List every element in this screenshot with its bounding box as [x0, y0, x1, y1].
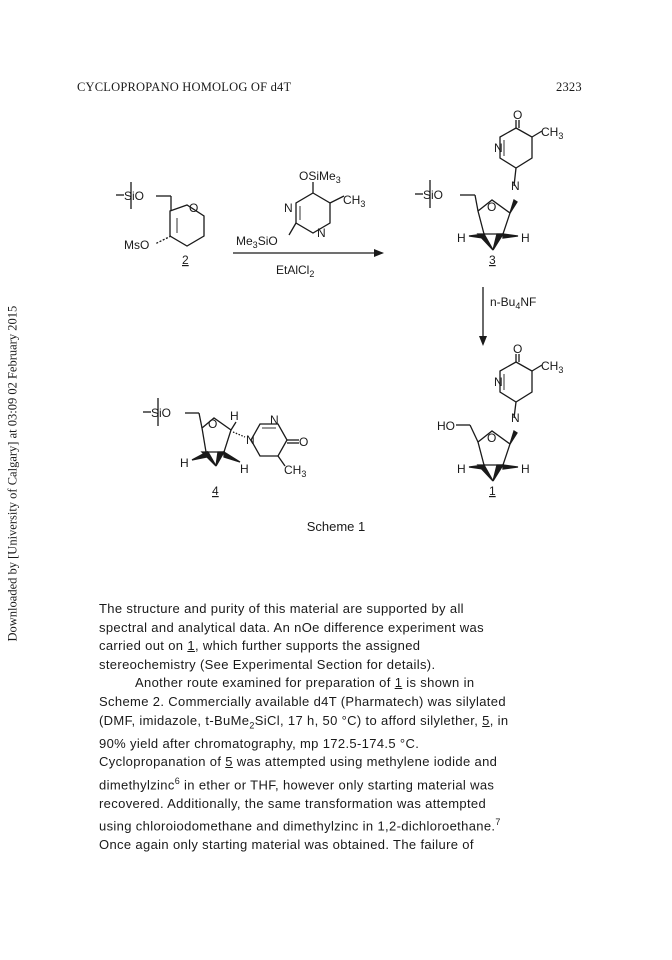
scheme-1-diagram: [0, 100, 672, 520]
compound-1-h-right: H: [521, 462, 530, 476]
compound-1-ring-oxygen: O: [487, 431, 497, 445]
compound-4-n1: N: [270, 413, 279, 427]
body-line: recovered. Additionally, the same transformation was attempted: [99, 795, 487, 811]
body-line: 90% yield after chromatography, mp 172.5-174.5 °C.: [99, 735, 420, 751]
compound-4-label: 4: [212, 484, 219, 498]
compound-3-silyl: SiO: [423, 188, 444, 202]
compound-3-n1: N: [494, 141, 503, 155]
compound-3-label: 3: [489, 253, 496, 267]
compound-ref: 1: [187, 638, 195, 654]
body-line: stereochemistry (See Experimental Section for details).: [99, 656, 436, 672]
footnote-ref: 6: [174, 775, 181, 786]
compound-3-methyl: $CH_3$: [541, 125, 564, 141]
reagent-n2: N: [317, 226, 326, 240]
compound-4-n2: N: [246, 433, 255, 447]
compound-1-carbonyl-oxygen: O: [513, 342, 523, 356]
compound-3-ring-oxygen: O: [487, 200, 497, 214]
compound-4-h-top: H: [230, 409, 239, 423]
compound-3-h-left: H: [457, 231, 466, 245]
compound-4-h-left: H: [180, 456, 189, 470]
body-paragraphs: [99, 600, 579, 855]
body-line: dimethylzinc$^6$ in ether or THF, however only starting material was: [99, 775, 495, 793]
reagent-methyl: $CH_3$: [343, 193, 366, 209]
compound-1-n1: N: [494, 375, 503, 389]
footnote-ref: 7: [495, 817, 501, 828]
compound-4-h-right: H: [240, 462, 249, 476]
compound-2-mesyloxy: MsO: [124, 238, 150, 252]
compound-2-ring-oxygen: O: [189, 201, 199, 215]
reagent-n1: N: [284, 201, 293, 215]
compound-3-n2: N: [511, 179, 520, 193]
reagent-silyloxy: OSiMe$_3$: [299, 169, 341, 185]
body-line: using chloroiodomethane and dimethylzinc in 1,2-dichloroethane.$^7$: [99, 817, 501, 834]
compound-3-carbonyl-oxygen: O: [513, 108, 523, 122]
compound-2-silyl: SiO: [124, 189, 145, 203]
compound-ref: 5: [482, 712, 490, 728]
body-line: Once again only starting material was obtained. The failure of: [99, 837, 474, 853]
body-line: spectral and analytical data. An nOe difference experiment was: [99, 619, 484, 635]
compound-4-ring-oxygen: O: [208, 417, 218, 431]
compound-ref: 5: [225, 754, 233, 770]
compound-2-label: 2: [182, 253, 189, 267]
running-title: CYCLOPROPANO HOMOLOG OF d4T: [77, 80, 292, 94]
body-line: The structure and purity of this material are supported by all: [99, 601, 464, 616]
fluoride-reagent-label: $n-Bu_4NF$: [490, 295, 537, 311]
compound-1-label: 1: [489, 484, 496, 498]
body-line: Another route examined for preparation of 1 is shown in: [135, 675, 475, 691]
compound-1-hydroxy: HO: [437, 419, 455, 433]
compound-3-h-right: H: [521, 231, 530, 245]
body-line: Cyclopropanation of 5 was attempted using methylene iodide and: [99, 754, 498, 770]
download-watermark: Downloaded by [University of Calgary] at 03:09 02 February 2015: [5, 305, 20, 642]
compound-4-carbonyl-oxygen: O: [299, 435, 309, 449]
page-number: 2323: [556, 80, 582, 94]
body-line: carried out on 1, which further supports the assigned: [99, 638, 421, 654]
lewis-acid-label: EtAlCl$_2$: [276, 263, 315, 279]
compound-1-h-left: H: [457, 462, 466, 476]
compound-4-silyl: SiO: [151, 406, 172, 420]
reagent-trimethylsilyloxy: $Me_3SiO$: [236, 234, 278, 250]
body-line: (DMF, imidazole, t-BuMe$_2$SiCl, 17 h, 50 °C) to afford silylether, 5, in: [99, 712, 509, 731]
compound-1-n2: N: [511, 411, 520, 425]
compound-ref: 1: [394, 675, 403, 691]
scheme-caption: Scheme 1: [306, 519, 366, 534]
body-line: Scheme 2. Commercially available d4T (Pharmatech) was silylated: [99, 693, 506, 709]
compound-1-methyl: $CH_3$: [541, 359, 564, 375]
compound-4-methyl: $CH_3$: [284, 463, 307, 479]
